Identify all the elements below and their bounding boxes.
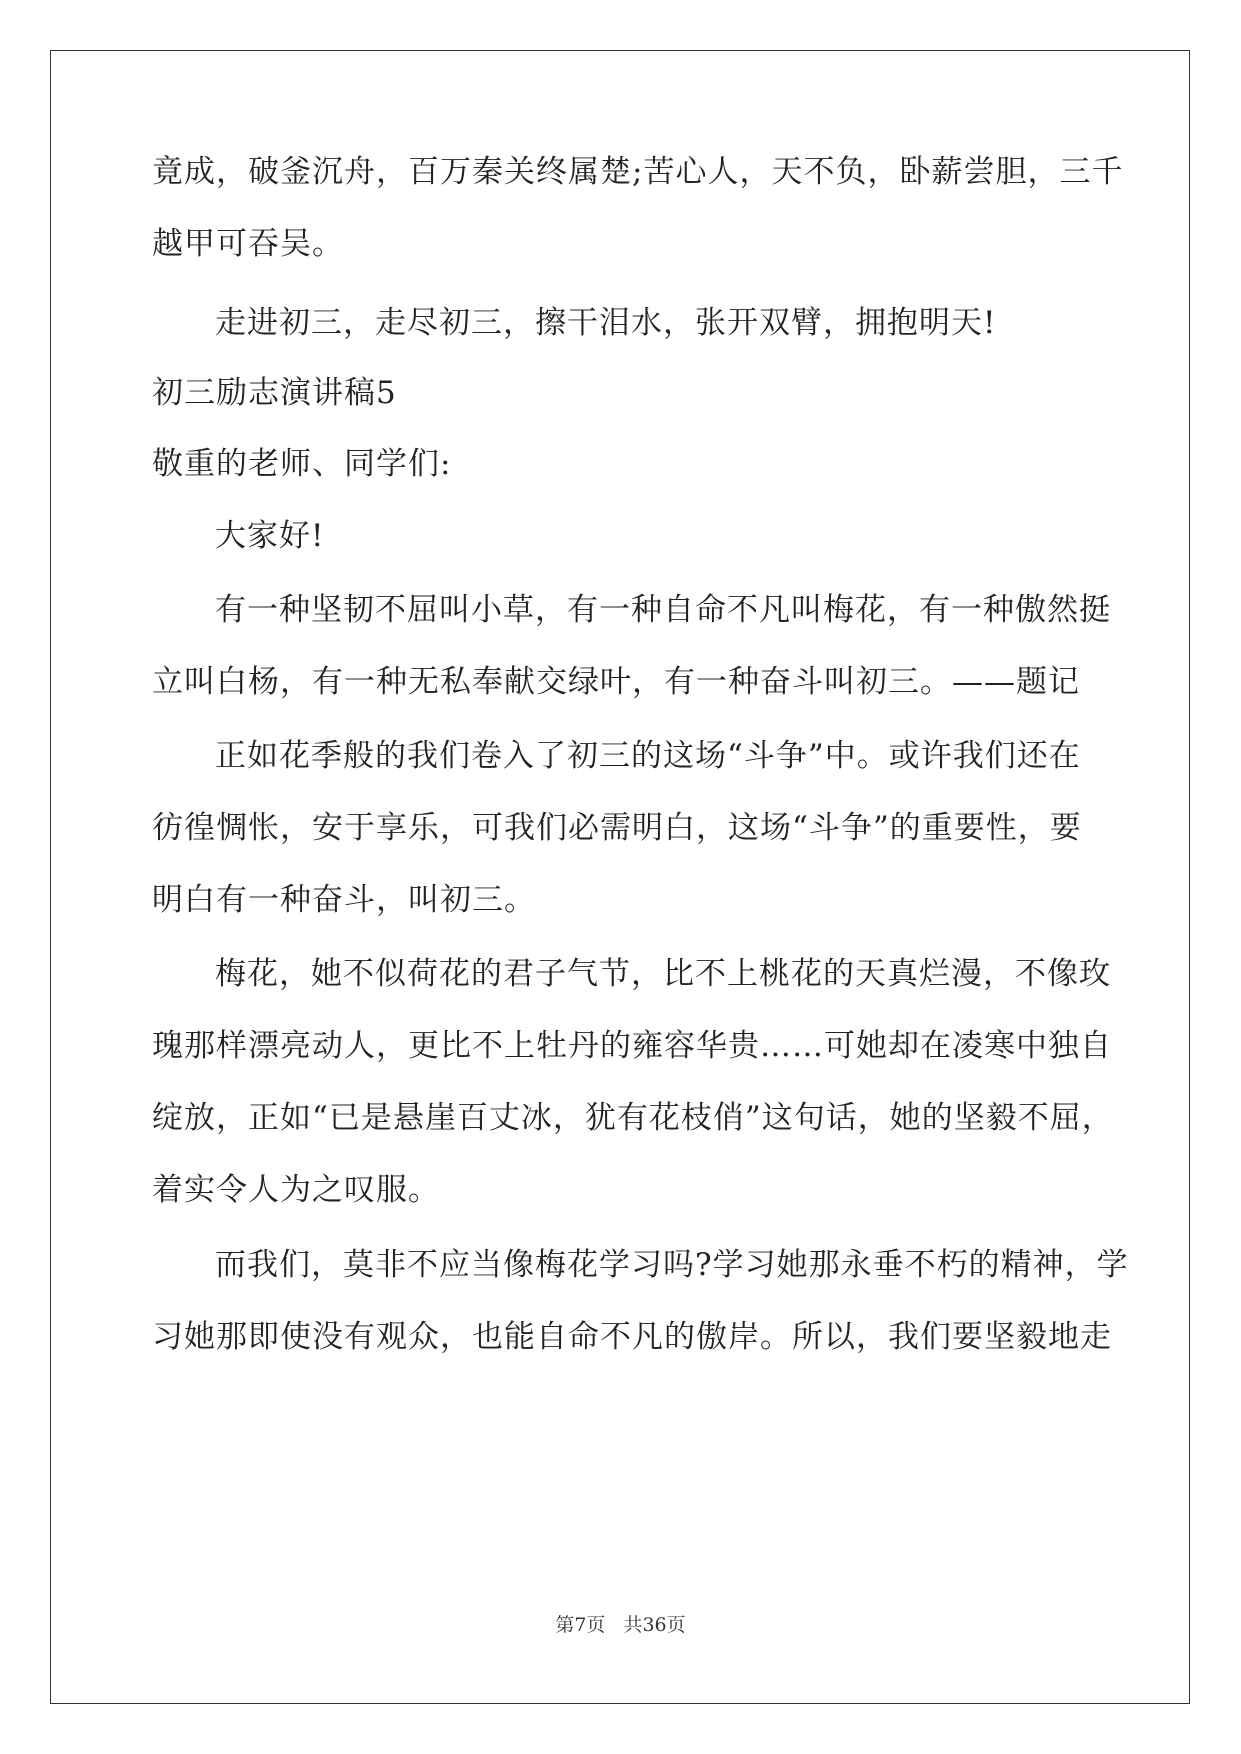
body-text-line: 着实令人为之叹服。 [152,1172,440,1208]
greeting: 大家好! [215,518,325,554]
page-footer [0,1610,1241,1637]
page-border [50,50,1190,1704]
body-text-line: 立叫白杨，有一种无私奉献交绿叶，有一种奋斗叫初三。——题记 [152,664,1080,700]
page-number: 第7页 [555,1614,606,1636]
body-text-line: 明白有一种奋斗，叫初三。 [152,882,536,918]
body-text-line: 而我们，莫非不应当像梅花学习吗?学习她那永垂不朽的精神，学 [215,1247,1129,1283]
body-text-line: 有一种坚韧不屈叫小草，有一种自命不凡叫梅花，有一种傲然挺 [215,592,1111,628]
body-text-line: 绽放，正如“已是悬崖百丈冰，犹有花枝俏”这句话，她的坚毅不屈， [152,1100,1114,1136]
body-text-line: 习她那即使没有观众，也能自命不凡的傲岸。所以，我们要坚毅地走 [152,1319,1112,1355]
body-text-line: 正如花季般的我们卷入了初三的这场“斗争”中。或许我们还在 [215,738,1081,774]
salutation: 敬重的老师、同学们: [152,446,452,482]
page-total: 共36页 [623,1614,686,1636]
body-text-line: 竟成，破釜沉舟，百万秦关终属楚;苦心人，天不负，卧薪尝胆，三千 [152,154,1124,190]
body-text-line: 越甲可吞吴。 [152,226,344,262]
body-text-line: 彷徨惆怅，安于享乐，可我们必需明白，这场“斗争”的重要性，要 [152,810,1082,846]
body-text-line: 梅花，她不似荷花的君子气节，比不上桃花的天真烂漫，不像玫 [215,956,1111,992]
section-heading: 初三励志演讲稿5 [152,375,397,411]
body-text-line: 走进初三，走尽初三，擦干泪水，张开双臂，拥抱明天! [215,305,997,341]
body-text-line: 瑰那样漂亮动人，更比不上牡丹的雍容华贵……可她却在凌寒中独自 [152,1028,1112,1064]
